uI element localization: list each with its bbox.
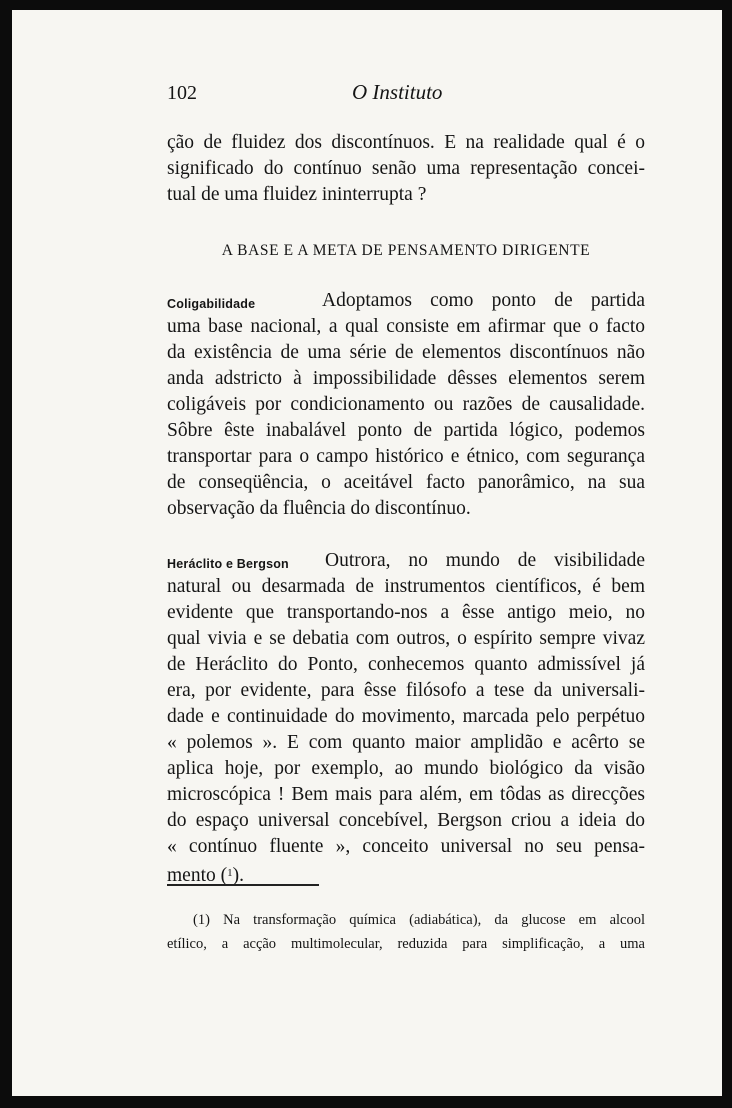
text-line: coligáveis por condicionamento ou razões de causalidade. — [167, 394, 645, 415]
footnote-separator — [167, 884, 319, 886]
footnote-line — [167, 908, 645, 932]
text-line: ção de fluidez dos discontínuos. E na realidade qual é o — [167, 132, 645, 153]
text-line: significado do contínuo senão uma representação concei- — [167, 158, 645, 179]
text-fragment: mento ( — [167, 865, 228, 886]
text-line: de conseqüência, o aceitável facto panorâmico, na sua — [167, 472, 645, 493]
text-line: dade e continuidade do movimento, marcada pelo perpétuo — [167, 706, 645, 727]
paragraph-coligabilidade — [167, 288, 645, 522]
text-line: uma base nacional, a qual consiste em afirmar que o facto — [167, 316, 645, 337]
text-line: era, por evidente, para êsse filósofo a tese da universali- — [167, 680, 645, 701]
text-line: do espaço universal concebível, Bergson criou a ideia do — [167, 810, 645, 831]
text-line: « contínuo fluente », conceito universal no seu pensa- — [167, 836, 645, 857]
text-line: Sôbre êste inabalável ponto de partida lógico, podemos — [167, 420, 645, 441]
marginal-note: Heráclito e Bergson — [167, 557, 289, 571]
text-line: « polemos ». E com quanto maior amplidão e acêrto se — [167, 732, 645, 753]
text-line: da existência de uma série de elementos discontínuos não — [167, 342, 645, 363]
page-number: 102 — [167, 82, 197, 104]
footnote-reference: 1 — [227, 867, 233, 879]
paragraph-heraclito-bergson — [167, 548, 645, 889]
footnote-text: Na transformação química (adiabática), da glucose em alcool — [223, 912, 645, 928]
intro-paragraph — [167, 130, 645, 208]
text-line: qual vivia e se debatia com outros, o espírito sempre vivaz — [167, 628, 645, 649]
footnote-line: etílico, a acção multimolecular, reduzida para simplificação, a uma — [167, 936, 645, 952]
text-line: natural ou desarmada de instrumentos científicos, é bem — [167, 576, 645, 597]
text-line: de Heráclito do Ponto, conhecemos quanto admissível já — [167, 654, 645, 675]
text-line: transportar para o campo histórico e étnico, com segurança — [167, 446, 645, 467]
text-line: anda adstricto à impossibilidade dêsses elementos serem — [167, 368, 645, 389]
footnote-marker: (1) — [193, 912, 210, 928]
text-fragment: ). — [232, 865, 244, 886]
footnote — [167, 908, 645, 956]
marginal-note: Coligabilidade — [167, 297, 256, 311]
text-line: aplica hoje, por exemplo, ao mundo biológico da visão — [167, 758, 645, 779]
page-header — [12, 80, 722, 110]
section-heading: A BASE E A META DE PENSAMENTO DIRIGENTE — [221, 242, 591, 259]
text-line: microscópica ! Bem mais para além, em tôdas as direcções — [167, 784, 645, 805]
text-line: evidente que transportando-nos a êsse antigo meio, no — [167, 602, 645, 623]
text-line: Outrora, no mundo de visibilidade — [325, 550, 645, 571]
text-line: Adoptamos como ponto de partida — [322, 290, 645, 311]
text-line: tual de uma fluidez ininterrupta ? — [167, 184, 427, 205]
running-title: O Instituto — [352, 80, 443, 104]
text-line: observação da fluência do discontínuo. — [167, 498, 471, 519]
book-page — [12, 10, 722, 1096]
